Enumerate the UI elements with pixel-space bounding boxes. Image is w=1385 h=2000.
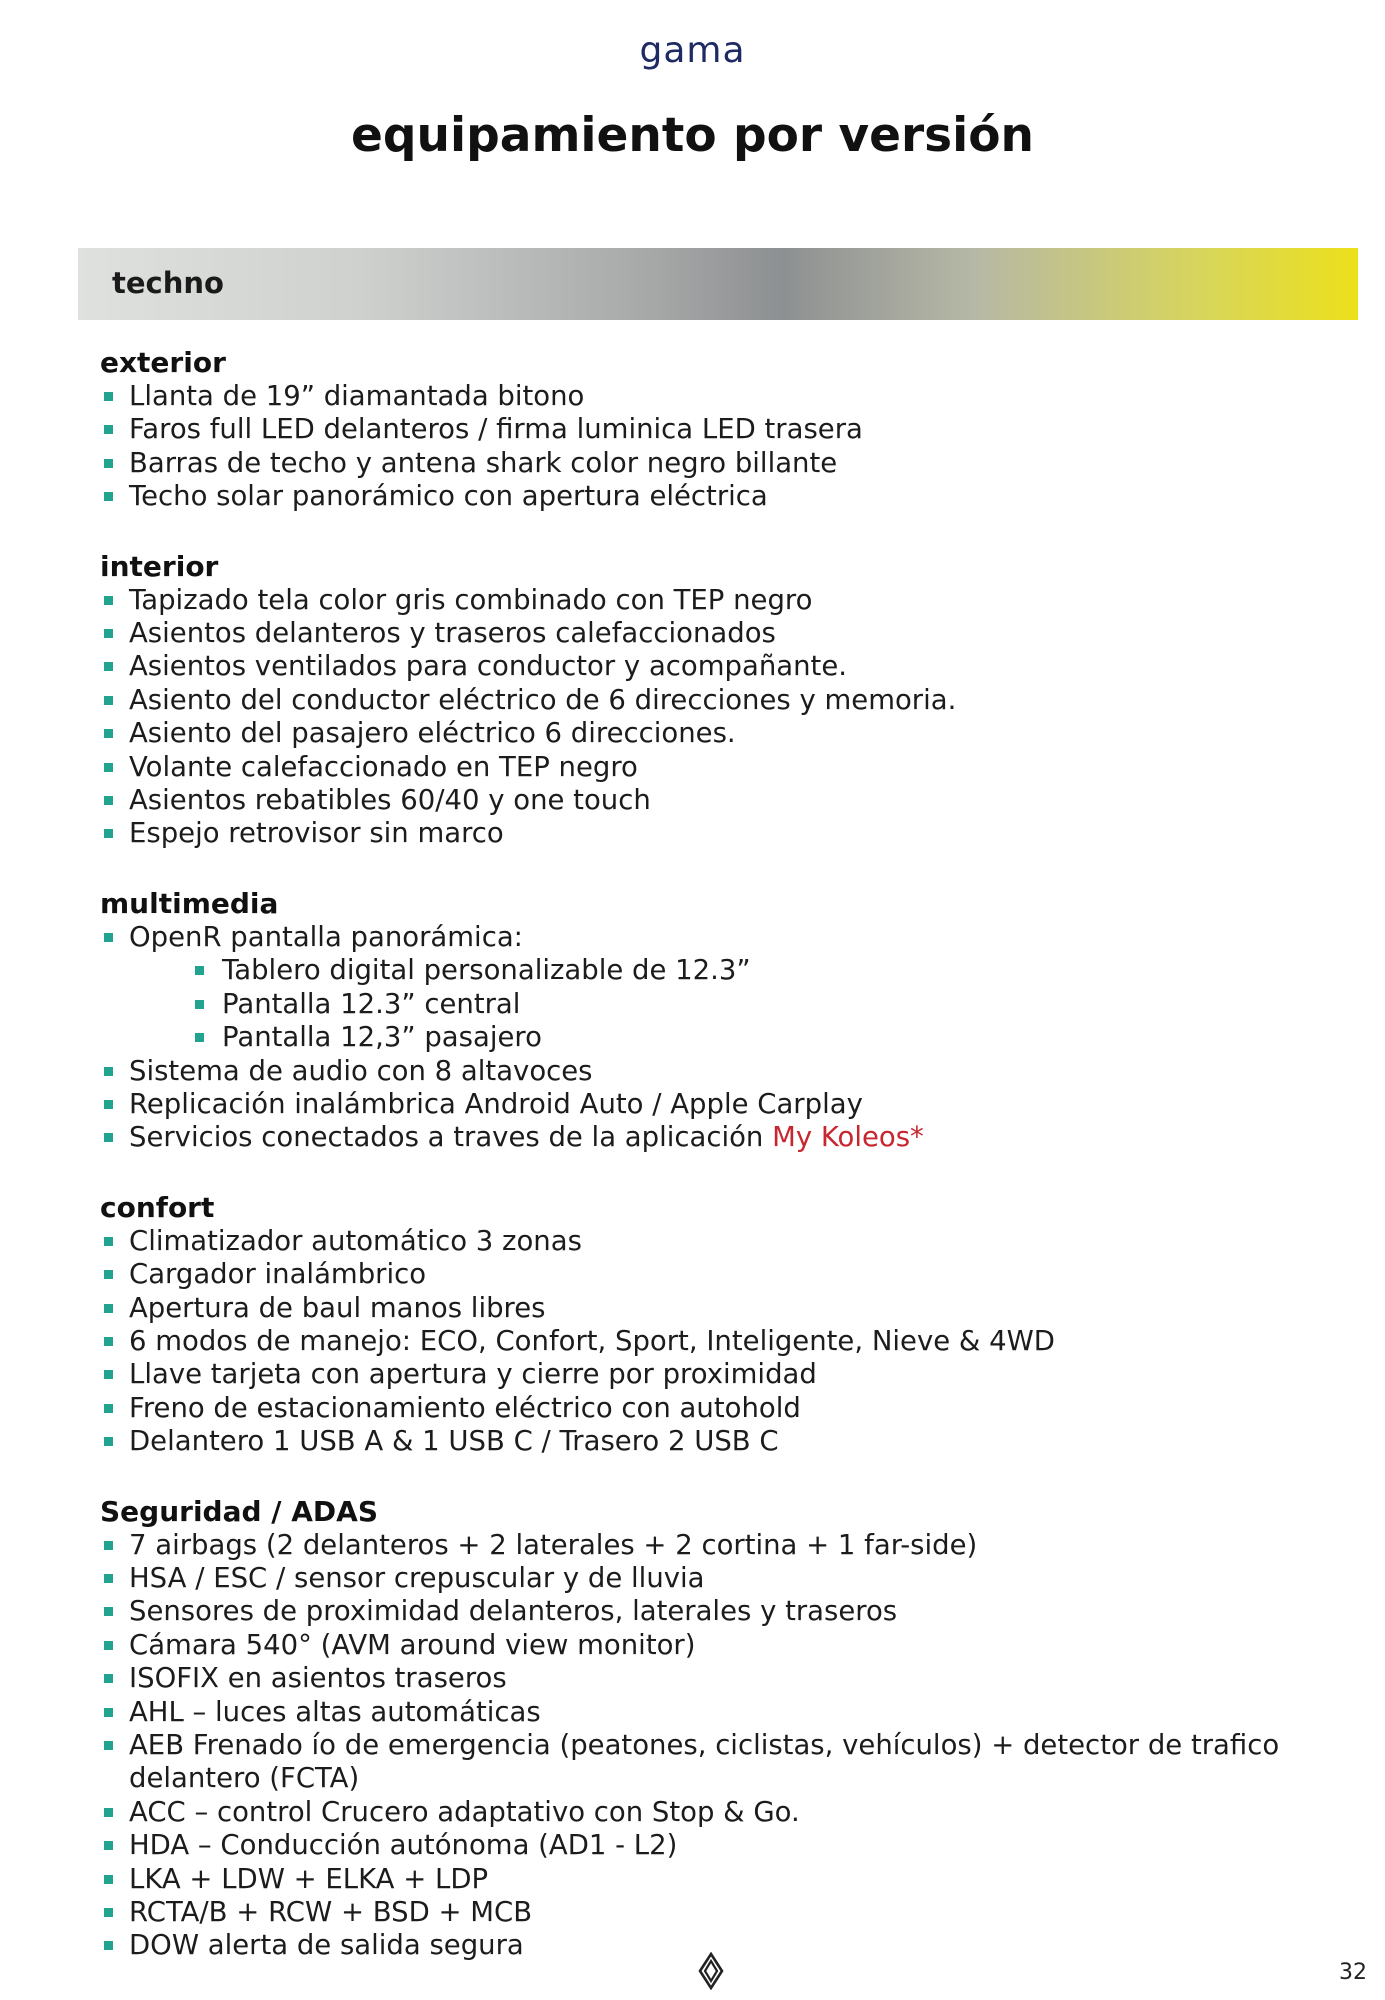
- equipment-content: [100, 346, 1360, 1999]
- list-item: Tapizado tela color gris combinado con TEP negro: [100, 584, 1360, 617]
- list-item: Llave tarjeta con apertura y cierre por proximidad: [100, 1358, 1360, 1391]
- feature-list: [100, 584, 1360, 851]
- list-item: Asientos ventilados para conductor y acompañante.: [100, 650, 1360, 683]
- sub-list-item: Pantalla 12.3” central: [100, 988, 1360, 1021]
- list-item: Barras de techo y antena shark color negro billante: [100, 447, 1360, 480]
- renault-logo-icon: [696, 1952, 726, 1990]
- list-item: [100, 1121, 1360, 1154]
- section-exterior: [100, 346, 1360, 514]
- list-item: Asientos rebatibles 60/40 y one touch: [100, 784, 1360, 817]
- list-item: DOW alerta de salida segura: [100, 1929, 1360, 1962]
- section-seguridad: [100, 1495, 1360, 1963]
- sub-list-item: Tablero digital personalizable de 12.3”: [100, 954, 1360, 987]
- feature-list: [100, 1225, 1360, 1459]
- list-item: AHL – luces altas automáticas: [100, 1696, 1360, 1729]
- list-item: RCTA/B + RCW + BSD + MCB: [100, 1896, 1360, 1929]
- section-interior: [100, 550, 1360, 851]
- list-item: OpenR pantalla panorámica:: [100, 921, 1360, 954]
- list-item: Asiento del pasajero eléctrico 6 direcciones.: [100, 717, 1360, 750]
- list-item: Freno de estacionamiento eléctrico con autohold: [100, 1392, 1360, 1425]
- page-title: equipamiento por versión: [351, 108, 1034, 163]
- list-item: Techo solar panorámico con apertura eléctrica: [100, 480, 1360, 513]
- list-item: ISOFIX en asientos traseros: [100, 1662, 1360, 1695]
- sub-list-item: Pantalla 12,3” pasajero: [100, 1021, 1360, 1054]
- list-item: Sistema de audio con 8 altavoces: [100, 1055, 1360, 1088]
- section-title: Seguridad / ADAS: [100, 1494, 378, 1528]
- list-item: Delantero 1 USB A & 1 USB C / Trasero 2 USB C: [100, 1425, 1360, 1458]
- list-item: Faros full LED delanteros / firma luminica LED trasera: [100, 413, 1360, 446]
- section-title: confort: [100, 1190, 215, 1224]
- list-item: LKA + LDW + ELKA + LDP: [100, 1863, 1360, 1896]
- list-item: Sensores de proximidad delanteros, laterales y traseros: [100, 1595, 1360, 1628]
- list-item: 7 airbags (2 delanteros + 2 laterales + 2 cortina + 1 far-side): [100, 1529, 1360, 1562]
- section-title: multimedia: [100, 886, 279, 920]
- section-title: exterior: [100, 346, 226, 379]
- list-item: ACC – control Crucero adaptativo con Stop & Go.: [100, 1796, 1360, 1829]
- list-item: HSA / ESC / sensor crepuscular y de lluvia: [100, 1562, 1360, 1595]
- list-item: Asiento del conductor eléctrico de 6 direcciones y memoria.: [100, 684, 1360, 717]
- list-item: Llanta de 19” diamantada bitono: [100, 380, 1360, 413]
- feature-list: [100, 380, 1360, 514]
- list-item: Espejo retrovisor sin marco: [100, 817, 1360, 850]
- list-item: Asientos delanteros y traseros calefaccionados: [100, 617, 1360, 650]
- version-band: [78, 248, 1358, 320]
- feature-list: [100, 921, 1360, 1155]
- list-item: Climatizador automático 3 zonas: [100, 1225, 1360, 1258]
- list-item: Replicación inalámbrica Android Auto / Apple Carplay: [100, 1088, 1360, 1121]
- page-number: 32: [1339, 1960, 1367, 1985]
- list-item: Cargador inalámbrico: [100, 1258, 1360, 1291]
- section-multimedia: [100, 887, 1360, 1155]
- list-item: 6 modos de manejo: ECO, Confort, Sport, Inteligente, Nieve & 4WD: [100, 1325, 1360, 1358]
- list-item: Apertura de baul manos libres: [100, 1292, 1360, 1325]
- list-item: Cámara 540° (AVM around view monitor): [100, 1629, 1360, 1662]
- page-kicker: gama: [639, 30, 746, 71]
- section-title: interior: [100, 549, 219, 583]
- app-name-highlight: My Koleos*: [772, 1121, 924, 1154]
- version-label: techno: [112, 266, 224, 300]
- feature-list: [100, 1529, 1360, 1963]
- section-confort: [100, 1191, 1360, 1459]
- list-item-text: Servicios conectados a traves de la aplicación: [129, 1121, 773, 1154]
- list-item: HDA – Conducción autónoma (AD1 - L2): [100, 1829, 1360, 1862]
- list-item: Volante calefaccionado en TEP negro: [100, 751, 1360, 784]
- list-item: AEB Frenado ío de emergencia (peatones, ciclistas, vehículos) + detector de trafico delantero (FCTA): [100, 1729, 1360, 1796]
